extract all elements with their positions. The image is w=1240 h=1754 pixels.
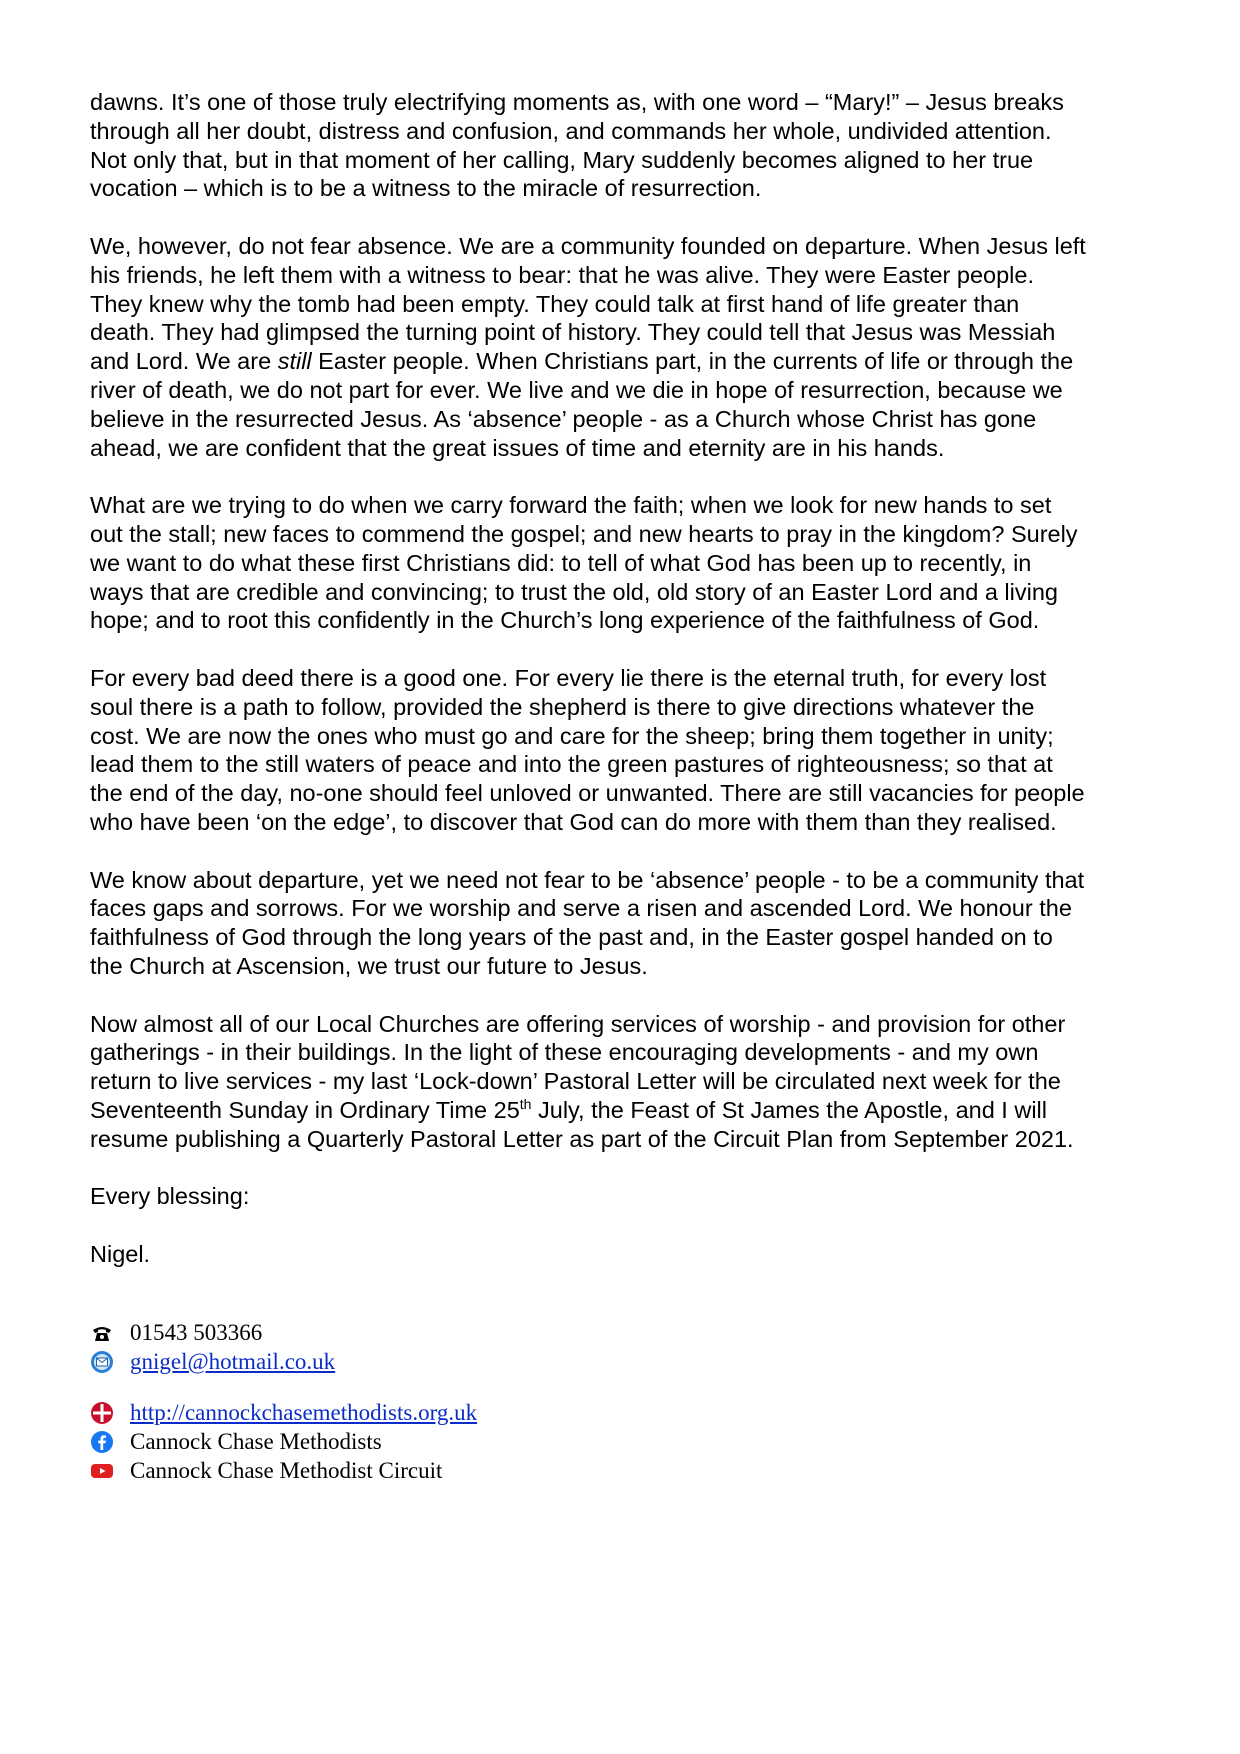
paragraph-5: We know about departure, yet we need not fear to be ‘absence’ people - to be a community that faces gaps and sorrows. For we worship and serve a risen and ascended Lord. We honour the faithfulness of God through the long years of the past and, in the Easter gospel handed on to the Church at Ascension, we trust our future to Jesus.: [90, 866, 1085, 979]
paragraph-4: For every bad deed there is a good one. For every lie there is the eternal truth, for every lost soul there is a path to follow, provided the shepherd is there to give directions whatever the cost. We are now the ones who must go and care for the sheep; bring them together in unity; lead them to the still waters of peace and into the green pastures of righteousness; so that at the end of the day, no-one should feel unloved or unwanted. There are still vacancies for people who have been ‘on the edge’, to discover that God can do more with them than they realised.: [90, 664, 1085, 835]
youtube-line: [90, 1456, 790, 1485]
website-link[interactable]: http://cannockchasemethodists.org.uk: [130, 1400, 478, 1425]
signature: Nigel.: [90, 1240, 151, 1267]
paragraph-2-part-a: We, however, do not fear absence. We are a community founded on departure. When Jesus left his friends, he left them with a witness to bear: that he was alive. They were Easter people. They knew why the tomb had been empty. They could talk at first hand of life greater than death. They had glimpsed the turning point of history. They could tell that Jesus was Messiah and Lord. We are: [90, 232, 1086, 375]
contact-details: [90, 1318, 790, 1485]
paragraph-6: [90, 1010, 1170, 1154]
paragraph-2: [90, 232, 1170, 462]
facebook-name: Cannock Chase Methodists: [130, 1429, 382, 1454]
facebook-icon: [90, 1430, 114, 1454]
ordinal-suffix: th: [519, 1096, 532, 1113]
facebook-line: [90, 1427, 790, 1456]
phone-number: 01543 503366: [130, 1320, 263, 1345]
paragraph-2-emphasis: still: [277, 348, 312, 375]
methodist-cross-icon: [90, 1401, 114, 1425]
email-icon: [90, 1350, 114, 1374]
paragraph-6-part-b: July, the Feast of St James the Apostle, and I will resume publishing a Quarterly Pastoral Letter as part of the Circuit Plan from September 2021.: [90, 1096, 1074, 1152]
paragraph-2-part-b: Easter people. When Christians part, in the currents of life or through the river of death, we do not part for ever. We live and we die in hope of resurrection, because we believe in the resurrected Jesus. As ‘absence’ people - as a Church whose Christ has gone ahead, we are confident that the great issues of time and eternity are in his hands.: [90, 348, 1074, 461]
youtube-icon: [90, 1459, 114, 1483]
youtube-name: Cannock Chase Methodist Circuit: [130, 1458, 443, 1483]
email-link[interactable]: gnigel@hotmail.co.uk: [130, 1349, 336, 1374]
paragraph-3: What are we trying to do when we carry forward the faith; when we look for new hands to set out the stall; new faces to commend the gospel; and new hearts to pray in the kingdom? Surely we want to do what these first Christians did: to tell of what God has been up to recently, in ways that are credible and convincing; to trust the old, old story of an Easter Lord and a living hope; and to root this confidently in the Church’s long experience of the faithfulness of God.: [90, 492, 1078, 634]
telephone-icon: [90, 1321, 114, 1345]
paragraph-1: dawns. It’s one of those truly electrifying moments as, with one word – “Mary!” – Jesus breaks through all her doubt, distress and confusion, and commands her whole, undivided attention. Not only that, but in that moment of her calling, Mary suddenly becomes aligned to her true vocation – which is to be a witness to the miracle of resurrection.: [90, 89, 1064, 202]
letter-body: [90, 88, 1170, 1297]
website-line: [90, 1398, 790, 1427]
closing-blessing: Every blessing:: [90, 1183, 250, 1210]
phone-line: [90, 1318, 790, 1347]
paragraph-6-part-a: Now almost all of our Local Churches are offering services of worship - and provision for other gatherings - in their buildings. In the light of these encouraging developments - and my own return to live services - my last ‘Lock-down’ Pastoral Letter will be circulated next week for the Seventeenth Sunday in Ordinary Time 25: [90, 1010, 1066, 1123]
email-line: [90, 1347, 790, 1376]
contact-spacer: [90, 1376, 790, 1398]
